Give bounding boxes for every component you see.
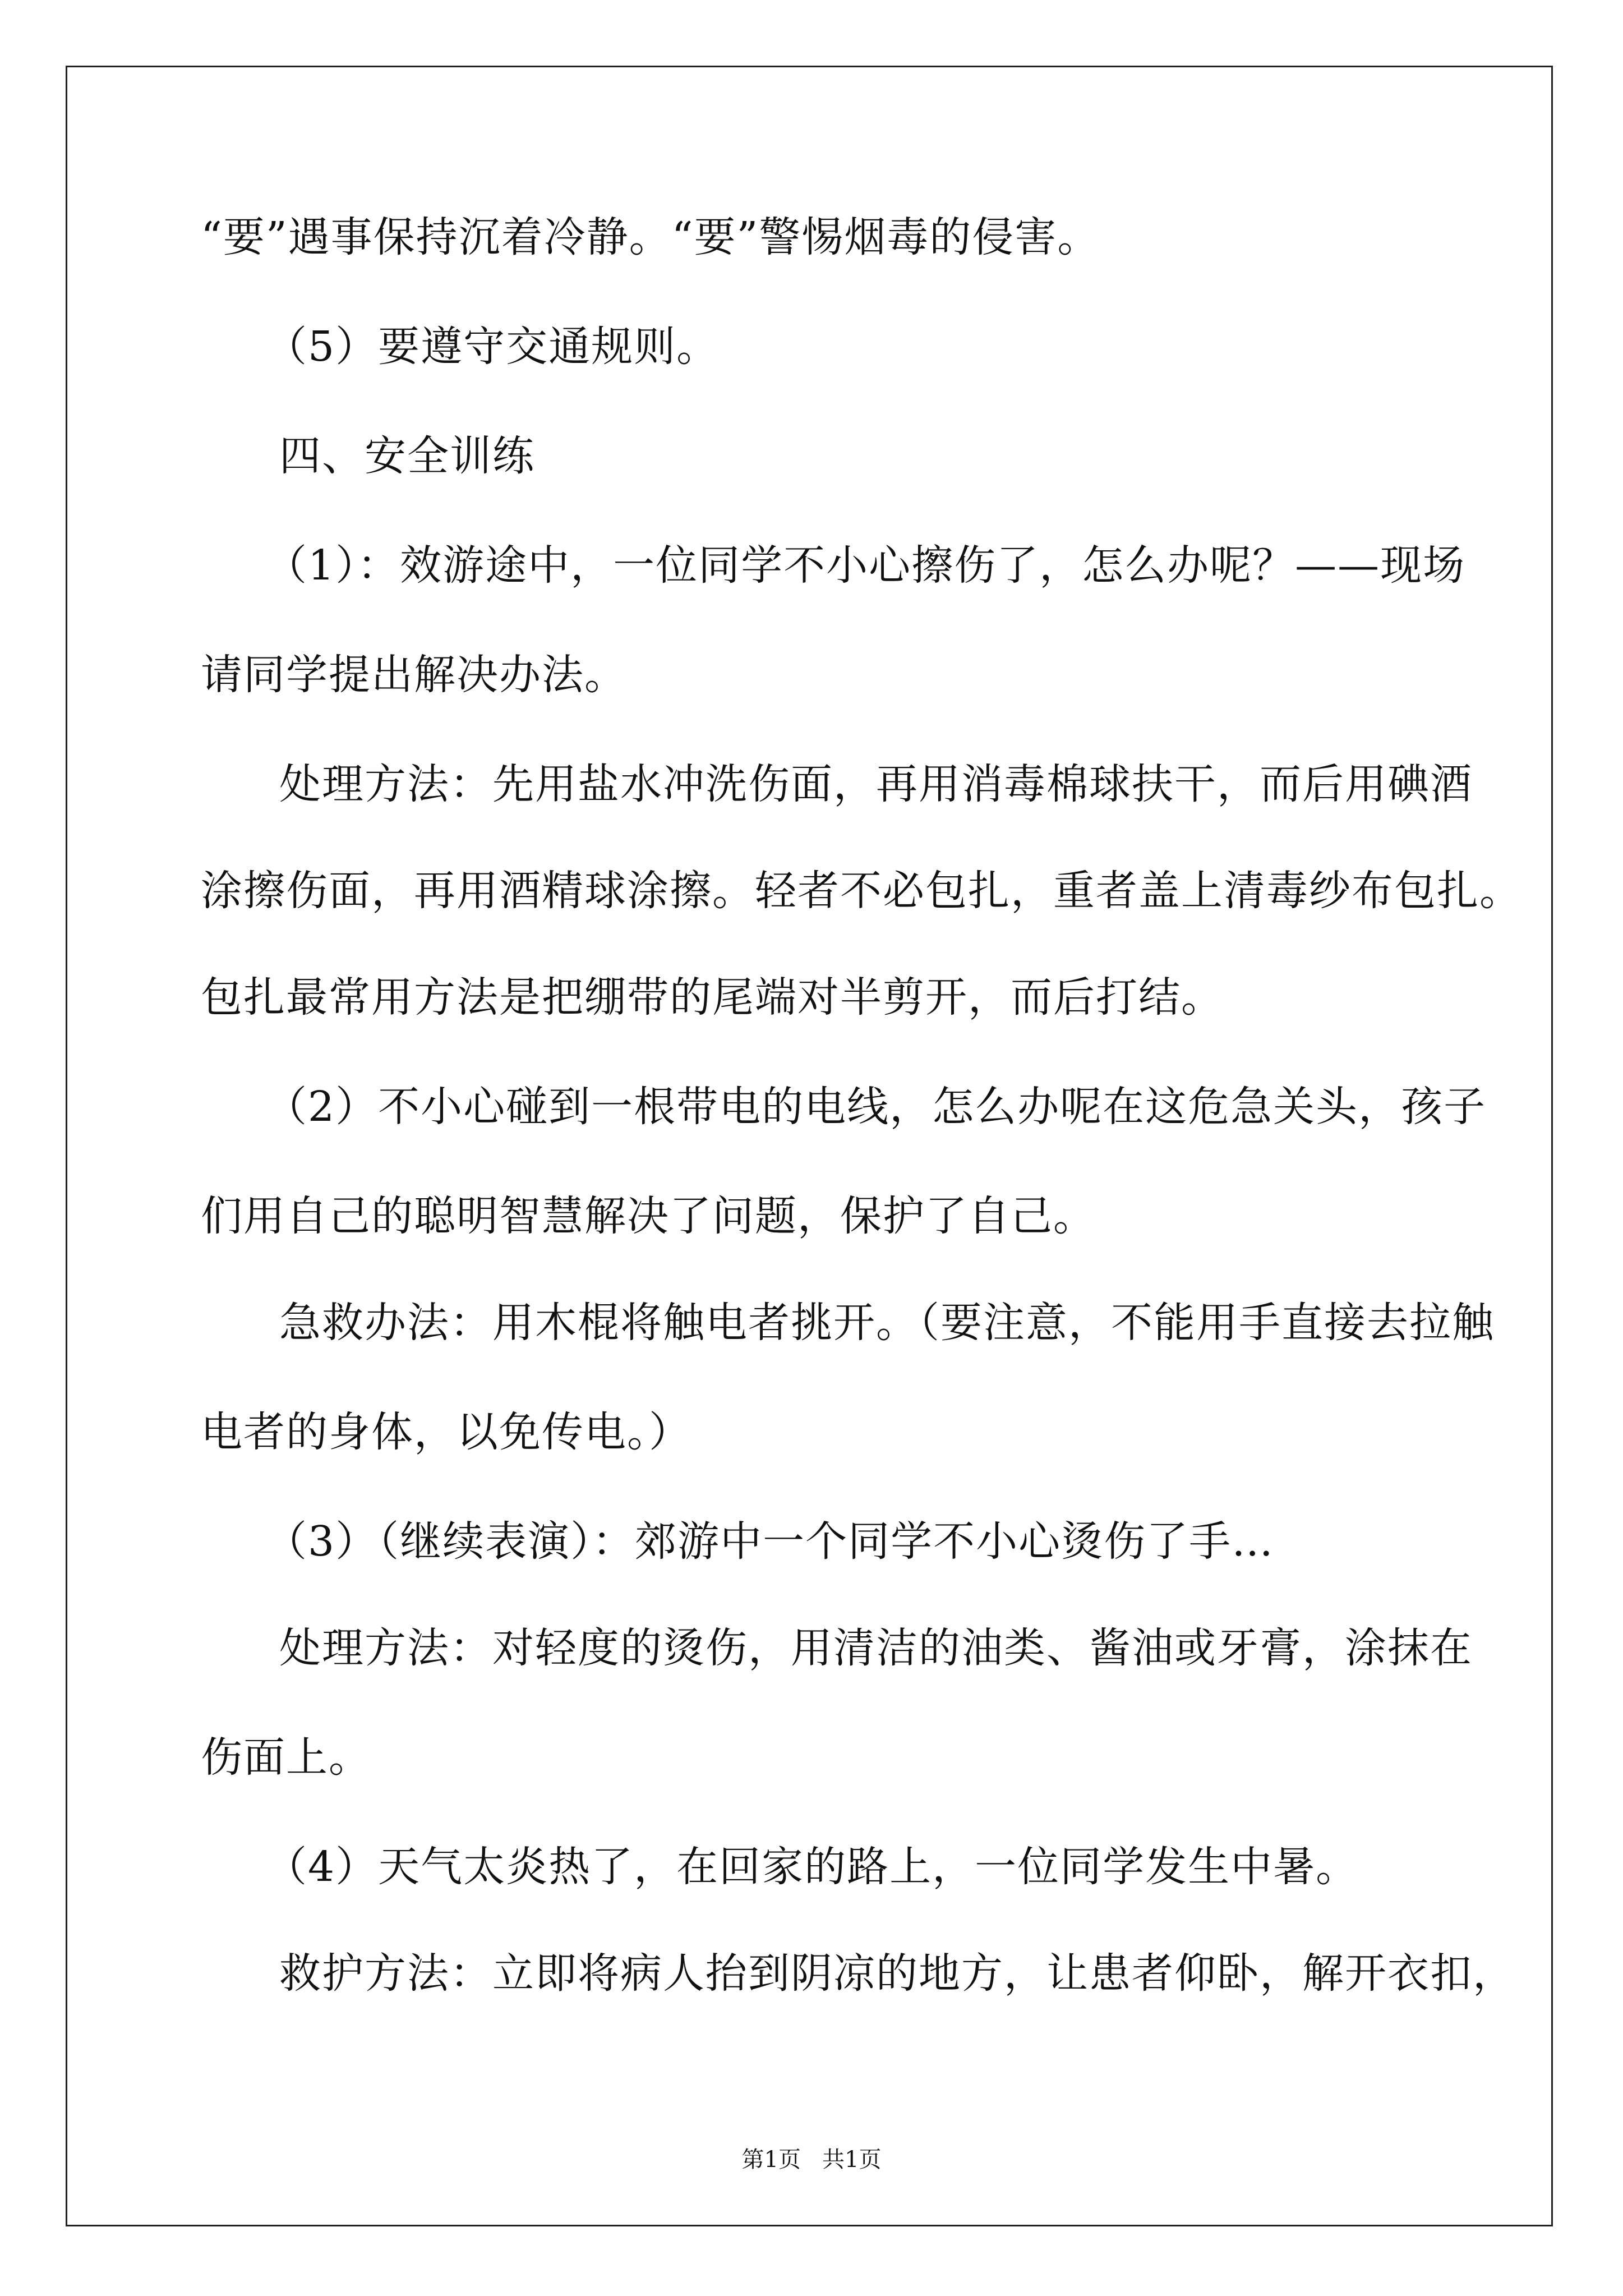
text-line-11: 急救办法：用木棍将触电者挑开。（要注意，不能用手直接去拉触 — [279, 1299, 1495, 1347]
text-line-16: （4）天气太炎热了，在回家的路上，一位同学发生中暑。 — [265, 1843, 1359, 1891]
text-line-5: 请同学提出解决办法。 — [201, 651, 627, 699]
section-heading: 四、安全训练 — [279, 432, 535, 480]
page-number: 第1页 — [741, 2147, 801, 2173]
text-line-8: 包扎最常用方法是把绷带的尾端对半剪开，而后打结。 — [201, 973, 1224, 1022]
text-line-1: “要”遇事保持沉着冷静。“要”警惕烟毒的侵害。 — [201, 213, 1100, 261]
text-line-10: 们用自己的聪明智慧解决了问题，保护了自己。 — [201, 1192, 1096, 1240]
text-line-4: （1）：效游途中，一位同学不小心擦伤了，怎么办呢？——现场 — [265, 541, 1466, 590]
page-footer — [0, 2144, 1623, 2175]
text-line-7: 涂擦伤面，再用酒精球涂擦。轻者不必包扎，重者盖上清毒纱布包扎。 — [201, 867, 1522, 915]
text-line-14: 处理方法：对轻度的烫伤，用清洁的油类、酱油或牙膏，涂抹在 — [279, 1624, 1473, 1672]
text-line-13: （3）（继续表演）：郊游中一个同学不小心烫伤了手… — [265, 1517, 1275, 1566]
text-line-9: （2）不小心碰到一根带电的电线，怎么办呢在这危急关头，孩子 — [265, 1083, 1487, 1131]
page-border — [66, 66, 1553, 2226]
text-line-12: 电者的身体，以免传电。） — [201, 1408, 691, 1456]
page-total: 共1页 — [822, 2147, 882, 2173]
text-line-6: 处理方法：先用盐水冲洗伤面，再用消毒棉球扶干，而后用碘酒 — [279, 760, 1473, 808]
text-line-2: （5）要遵守交通规则。 — [265, 323, 720, 371]
text-line-17: 救护方法：立即将病人抬到阴凉的地方，让患者仰卧，解开衣扣， — [279, 1949, 1515, 1998]
text-line-15: 伤面上。 — [201, 1733, 371, 1782]
